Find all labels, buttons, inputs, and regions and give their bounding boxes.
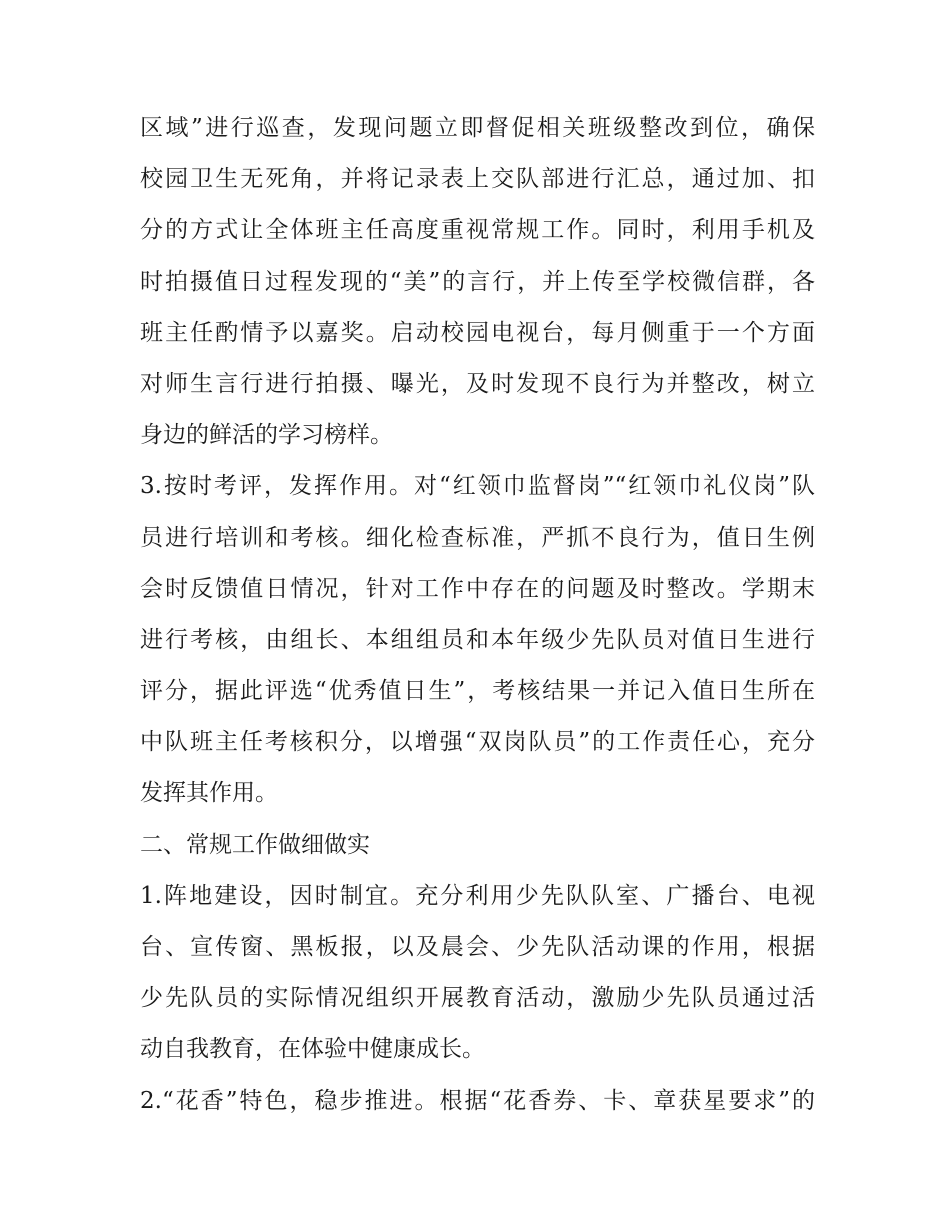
text-line: 中队班主任考核积分，以增强“双岗队员”的工作责任心，充分: [140, 729, 815, 756]
text-line: 进行考核，由组长、本组组员和本年级少先队员对值日生进行: [140, 626, 815, 653]
text-line: 发挥其作用。: [140, 780, 278, 807]
text-line: 时拍摄值日过程发现的“美”的言行，并上传至学校微信群，各: [140, 268, 815, 295]
document-body: [140, 103, 815, 1127]
text-line: 校园卫生无死角，并将记录表上交队部进行汇总，通过加、扣: [140, 166, 815, 193]
text-line: 少先队员的实际情况组织开展教育活动，激励少先队员通过活: [140, 985, 815, 1012]
text-line: 身边的鲜活的学习榜样。: [140, 422, 393, 449]
text-line: 区域”进行巡查，发现问题立即督促相关班级整改到位，确保: [140, 115, 815, 141]
text-line: 对师生言行进行拍摄、曝光，及时发现不良行为并整改，树立: [140, 370, 815, 397]
text-line: 台、宣传窗、黑板报，以及晨会、少先队活动课的作用，根据: [140, 934, 815, 960]
text-line: 会时反馈值日情况，针对工作中存在的问题及时整改。学期末: [140, 575, 815, 602]
text-line: 2.“花香”特色，稳步推进。根据“花香券、卡、章获星要求”的: [140, 1087, 815, 1114]
section-heading: 二、常规工作做细做实: [140, 831, 370, 858]
text-line: 1.阵地建设，因时制宜。充分利用少先队队室、广播台、电视: [140, 882, 815, 909]
text-line: 班主任酌情予以嘉奖。启动校园电视台，每月侧重于一个方面: [140, 319, 815, 346]
text-line: 员进行培训和考核。细化检查标准，严抓不良行为，值日生例: [140, 524, 815, 551]
text-line: 动自我教育，在体验中健康成长。: [140, 1036, 485, 1063]
text-line: 分的方式让全体班主任高度重视常规工作。同时，利用手机及: [140, 217, 815, 244]
text-line: 评分，据此评选“优秀值日生”，考核结果一并记入值日生所在: [140, 678, 815, 705]
text-line: 3.按时考评，发挥作用。对“红领巾监督岗”“红领巾礼仪岗”队: [140, 473, 815, 500]
